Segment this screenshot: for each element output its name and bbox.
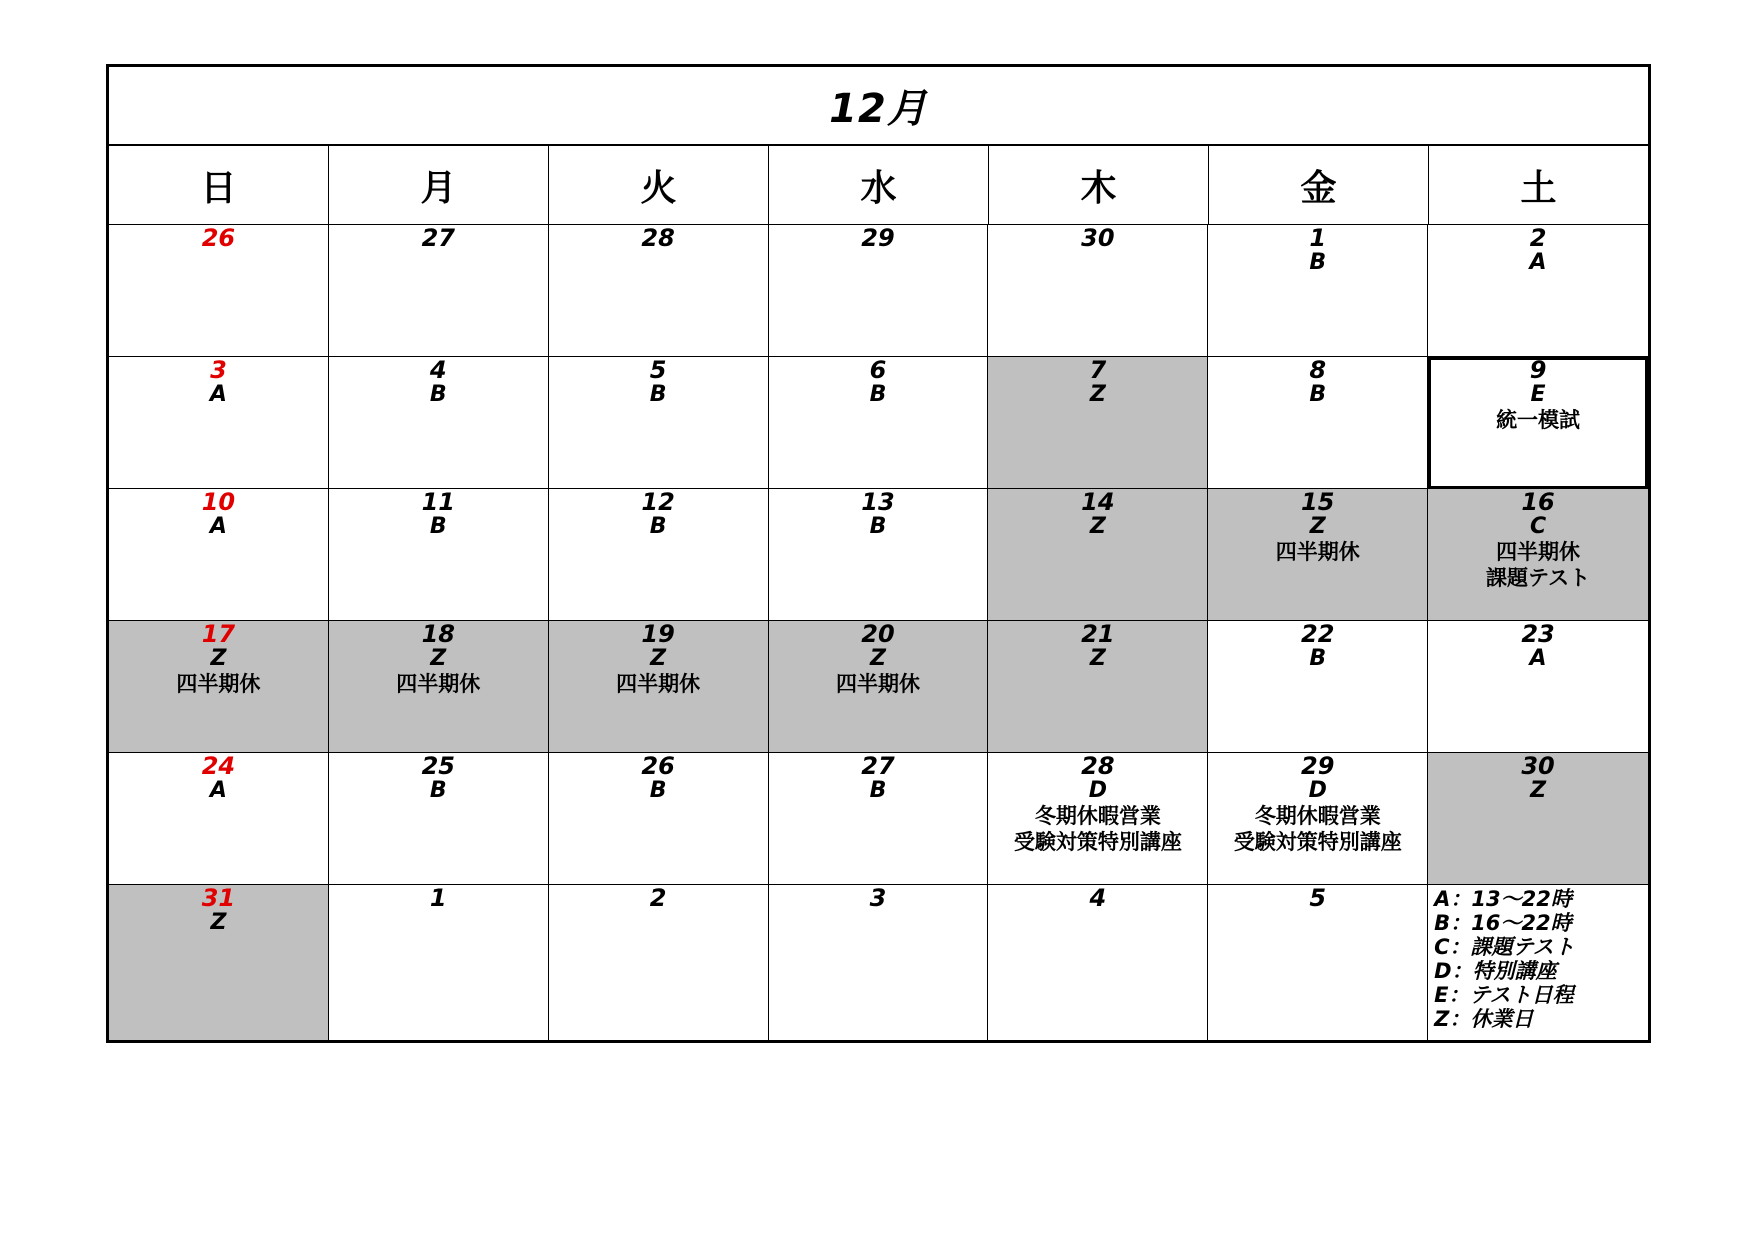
day-number: 26: [641, 752, 675, 780]
schedule-code: D: [1308, 778, 1327, 803]
day-note: 冬期休暇営業: [1034, 804, 1161, 828]
day-number: 5: [1309, 884, 1327, 912]
day-note: 四半期休: [1275, 540, 1360, 564]
day-number: 8: [1309, 356, 1327, 384]
schedule-code: Z: [650, 646, 667, 671]
weekday-friday: 金: [1209, 146, 1429, 224]
schedule-code: Z: [1089, 646, 1106, 671]
day-cell: [549, 357, 769, 489]
weekday-wednesday: 水: [769, 146, 989, 224]
schedule-code: Z: [1309, 514, 1326, 539]
schedule-code: B: [649, 514, 667, 539]
day-number: 19: [641, 620, 675, 648]
day-number: 15: [1301, 488, 1335, 516]
schedule-code: Z: [210, 910, 227, 935]
month-title: 12月: [109, 67, 1648, 146]
day-number: 22: [1301, 620, 1335, 648]
day-note: 課題テスト: [1485, 566, 1591, 590]
day-cell: [109, 357, 329, 489]
day-number: 16: [1521, 488, 1555, 516]
day-cell: [1428, 489, 1648, 621]
day-number: 30: [1081, 224, 1115, 252]
day-cell: [769, 753, 989, 885]
day-cell: [1428, 357, 1648, 489]
day-cell: [549, 885, 769, 1040]
day-cell: [988, 357, 1208, 489]
day-number: 27: [421, 224, 455, 252]
schedule-code: C: [1529, 514, 1547, 539]
legend-box: [1428, 885, 1648, 1040]
schedule-code: B: [869, 778, 887, 803]
legend-item: Z：休業日: [1434, 1007, 1534, 1031]
schedule-code: D: [1088, 778, 1107, 803]
day-cell: [329, 225, 549, 357]
day-number: 14: [1081, 488, 1115, 516]
day-number: 21: [1081, 620, 1115, 648]
day-cell: [1208, 489, 1428, 621]
day-cell: [988, 753, 1208, 885]
day-cell: [549, 753, 769, 885]
legend-item: D：特別講座: [1434, 959, 1557, 983]
schedule-code: B: [1309, 646, 1327, 671]
day-number: 6: [869, 356, 887, 384]
schedule-code: B: [869, 382, 887, 407]
day-number: 3: [210, 356, 227, 384]
day-cell: [329, 753, 549, 885]
day-number: 1: [1309, 224, 1327, 252]
day-number: 2: [649, 884, 667, 912]
schedule-code: Z: [870, 646, 886, 671]
day-cell: [329, 489, 549, 621]
day-number: 11: [421, 488, 455, 516]
weekday-saturday: 土: [1520, 167, 1557, 209]
schedule-code: B: [429, 382, 447, 407]
day-number: 4: [1089, 884, 1107, 912]
day-number: 31: [201, 884, 236, 912]
day-cell: [1428, 225, 1648, 357]
schedule-code: B: [1309, 382, 1327, 407]
day-cell: [1208, 885, 1428, 1040]
day-cell: [549, 621, 769, 753]
day-note: 統一模試: [1496, 408, 1581, 432]
schedule-code: Z: [1089, 382, 1106, 407]
schedule-code: B: [869, 514, 887, 539]
day-cell: [549, 489, 769, 621]
day-cell: [1208, 225, 1428, 357]
day-number: 20: [861, 620, 895, 648]
day-number: 29: [1301, 752, 1335, 780]
schedule-code: Z: [430, 646, 447, 671]
day-cell: [769, 225, 989, 357]
day-note: 四半期休: [616, 672, 701, 696]
day-cell: [109, 885, 329, 1040]
day-number: 18: [421, 620, 455, 648]
day-number: 3: [869, 884, 887, 912]
weekday-monday: 月: [329, 146, 549, 224]
day-cell: [988, 885, 1208, 1040]
day-cell: [329, 885, 549, 1040]
legend-item: E：テスト日程: [1434, 983, 1574, 1007]
day-number: 29: [861, 224, 895, 252]
day-number: 13: [861, 488, 895, 516]
day-cell: [769, 489, 989, 621]
day-cell: [329, 357, 549, 489]
day-number: 17: [201, 620, 236, 648]
day-cell: [988, 225, 1208, 357]
day-cell: [109, 621, 329, 753]
day-cell: [109, 489, 329, 621]
schedule-code: B: [1309, 250, 1327, 275]
day-note: 受験対策特別講座: [1233, 830, 1402, 854]
day-number: 9: [1529, 356, 1547, 384]
day-number: 4: [429, 356, 447, 384]
day-cell: [769, 621, 989, 753]
day-cell: [1208, 753, 1428, 885]
legend-item: B：16～22時: [1434, 911, 1572, 935]
day-note: 四半期休: [835, 672, 920, 696]
day-note: 受験対策特別講座: [1013, 830, 1182, 854]
day-cell: [1208, 621, 1428, 753]
schedule-code: Z: [1530, 778, 1547, 803]
day-number: 26: [201, 224, 236, 252]
schedule-code: A: [209, 778, 227, 803]
day-cell: [109, 225, 329, 357]
day-number: 5: [649, 356, 667, 384]
schedule-code: B: [429, 514, 447, 539]
day-number: 23: [1521, 620, 1555, 648]
day-grid: [109, 225, 1648, 1040]
day-number: 24: [201, 752, 236, 780]
day-number: 7: [1089, 356, 1107, 384]
day-note: 四半期休: [1496, 540, 1581, 564]
schedule-code: B: [649, 382, 667, 407]
schedule-code: Z: [210, 646, 227, 671]
day-note: 四半期休: [176, 672, 261, 696]
schedule-code: A: [209, 382, 227, 407]
legend-item: A：13～22時: [1434, 887, 1572, 911]
day-cell: [109, 753, 329, 885]
day-number: 10: [201, 488, 236, 516]
schedule-code: A: [1529, 646, 1547, 671]
day-note: 四半期休: [396, 672, 481, 696]
day-number: 12: [641, 488, 675, 516]
day-number: 1: [429, 884, 447, 912]
schedule-code: A: [209, 514, 227, 539]
day-cell: [1428, 753, 1648, 885]
day-cell: [769, 357, 989, 489]
day-number: 28: [1081, 752, 1115, 780]
calendar: [106, 64, 1651, 1043]
day-cell: [549, 225, 769, 357]
day-number: 30: [1521, 752, 1555, 780]
schedule-code: B: [429, 778, 447, 803]
day-cell: [1208, 357, 1428, 489]
weekday-thursday: 木: [989, 146, 1209, 224]
schedule-code: Z: [1089, 514, 1106, 539]
day-cell: [769, 885, 989, 1040]
day-number: 28: [641, 224, 675, 252]
day-cell: [329, 621, 549, 753]
weekday-header-row: [109, 146, 1648, 225]
day-note: 冬期休暇営業: [1254, 804, 1381, 828]
day-number: 25: [421, 752, 455, 780]
day-number: 2: [1529, 224, 1547, 252]
schedule-code: E: [1530, 382, 1546, 407]
schedule-code: A: [1529, 250, 1547, 275]
day-cell: [988, 489, 1208, 621]
weekday-sunday: 日: [109, 146, 329, 224]
weekday-tuesday: 火: [549, 146, 769, 224]
legend-item: C：課題テスト: [1434, 935, 1575, 959]
day-cell: [988, 621, 1208, 753]
schedule-code: B: [649, 778, 667, 803]
day-number: 27: [861, 752, 895, 780]
day-cell: [1428, 621, 1648, 753]
